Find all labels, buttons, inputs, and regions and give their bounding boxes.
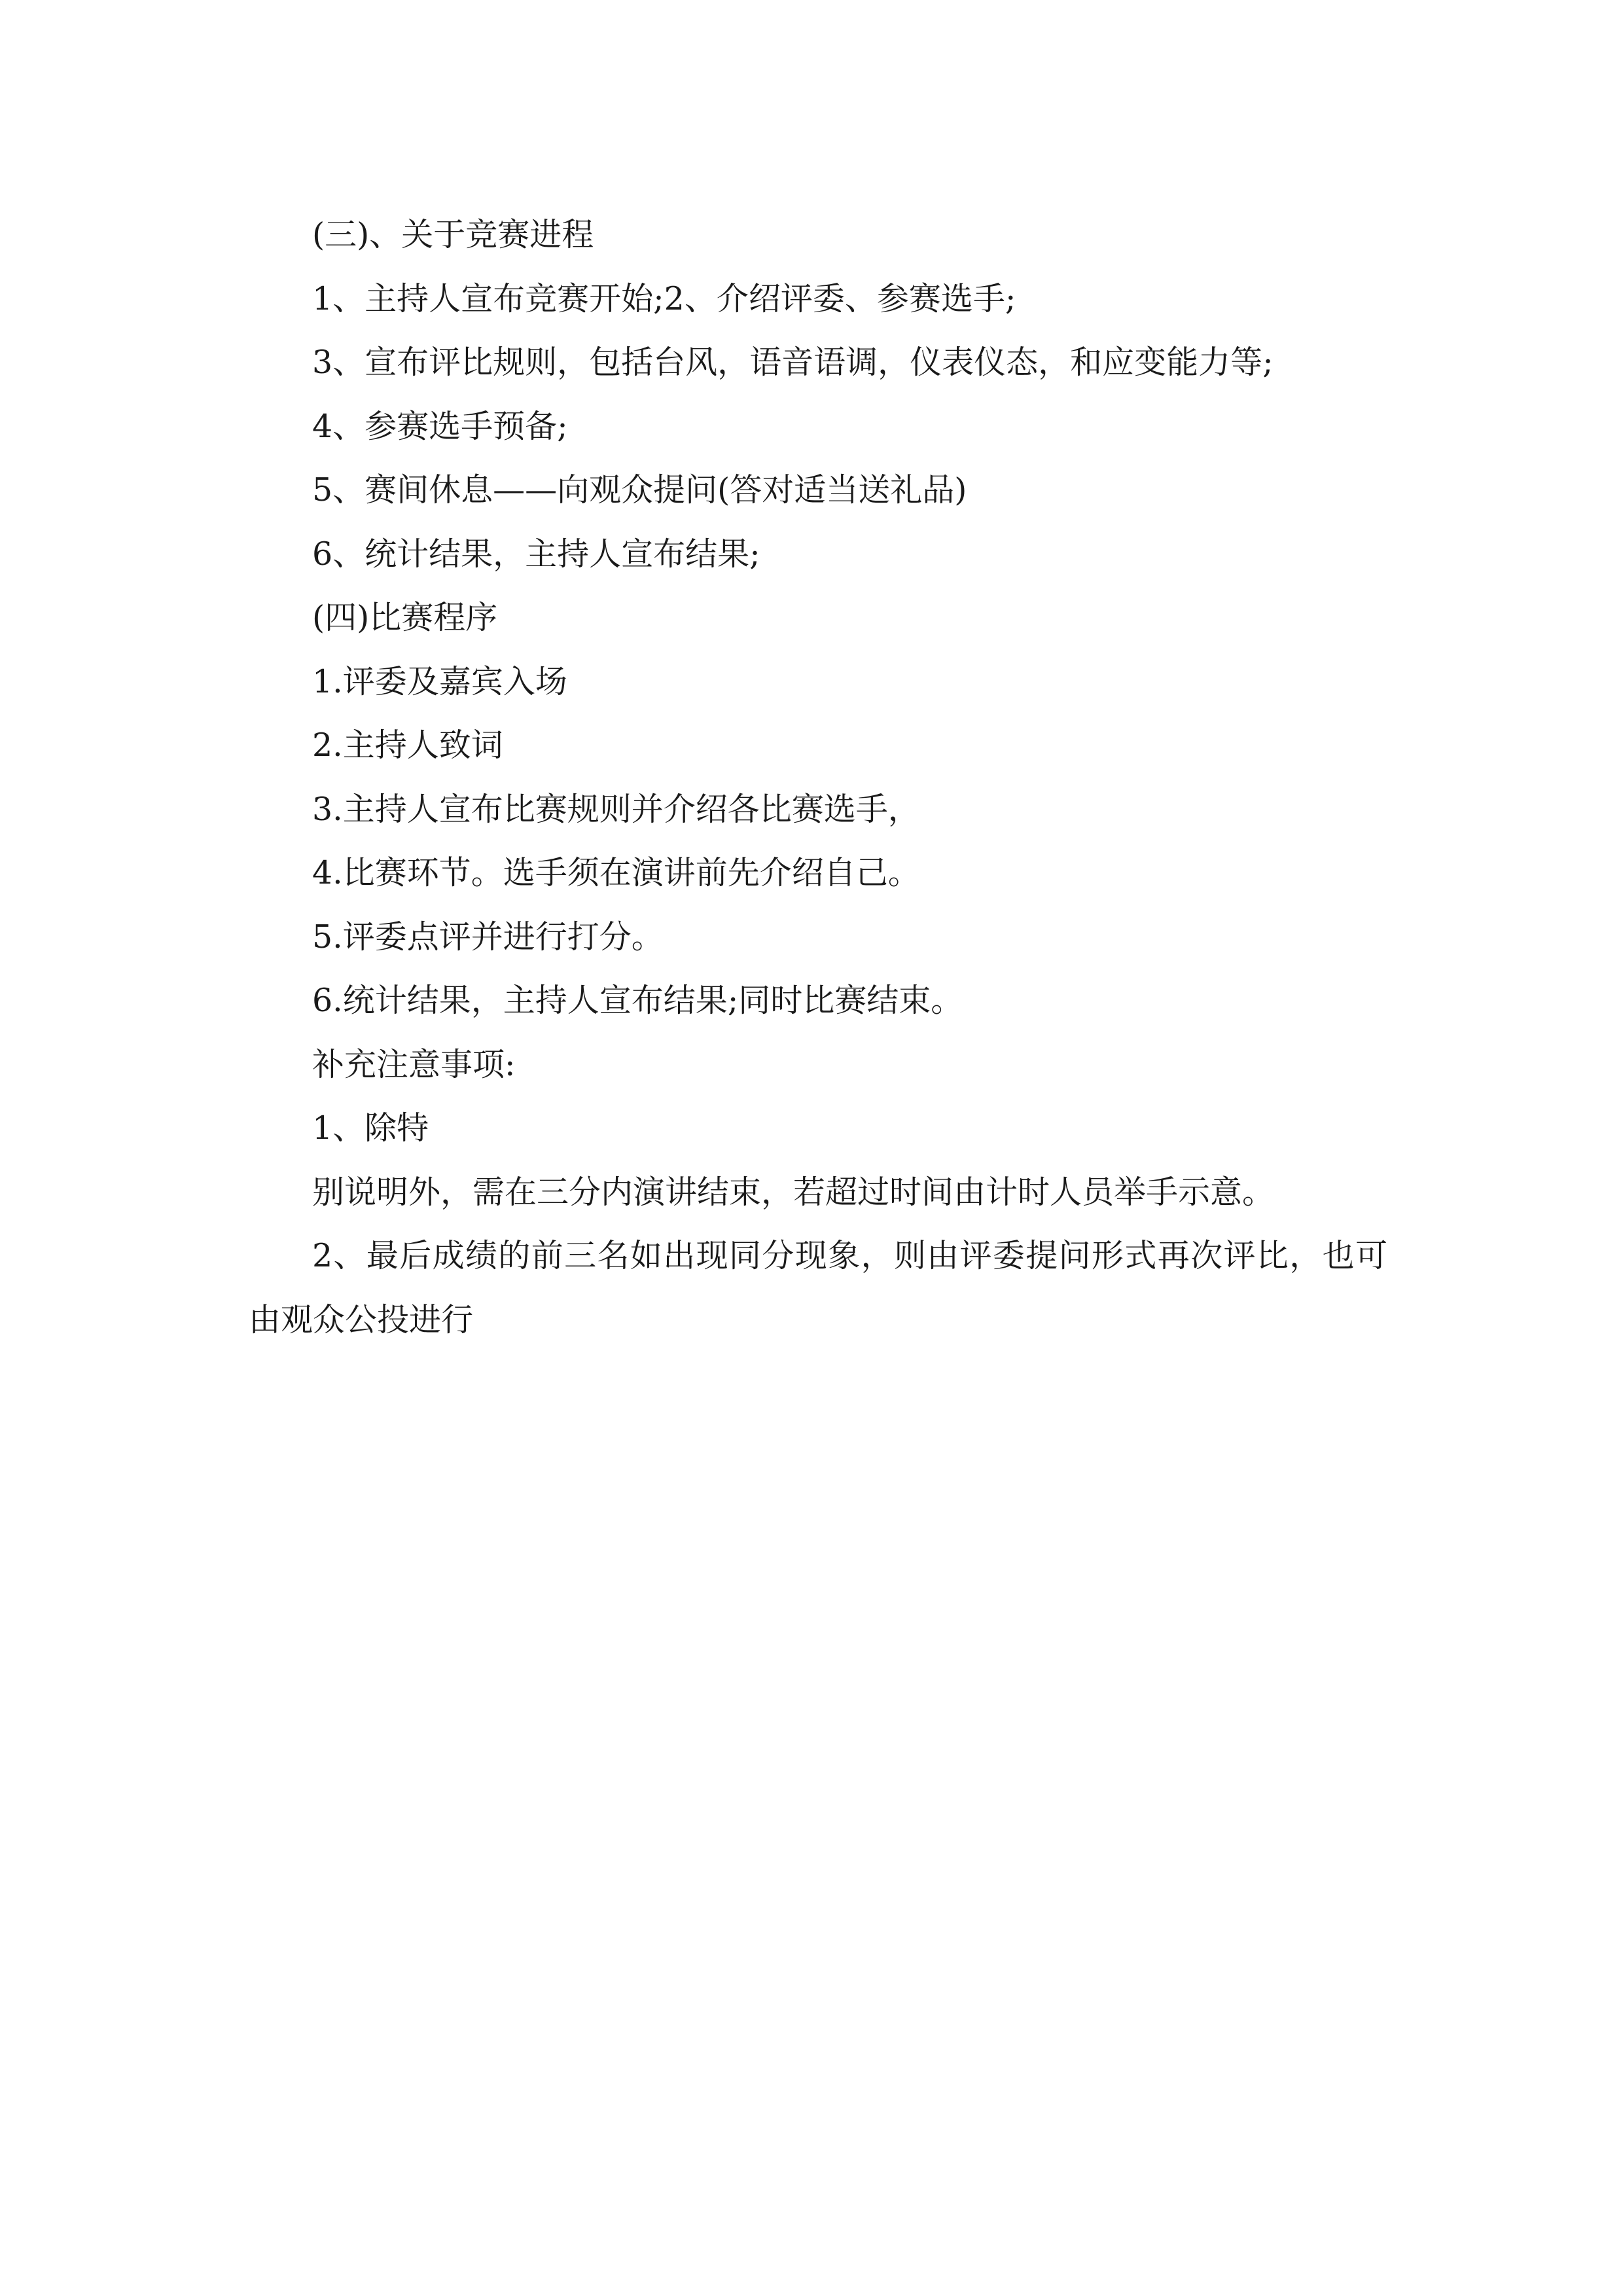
paragraph: 4.比赛环节。选手须在演讲前先介绍自己。 xyxy=(312,854,920,891)
section-heading-competition-program: (四)比赛程序 xyxy=(312,599,498,636)
document-body xyxy=(249,203,1387,1352)
paragraph: 6.统计结果，主持人宣布结果;同时比赛结束。 xyxy=(312,982,963,1019)
paragraph: 别说明外，需在三分内演讲结束，若超过时间由计时人员举手示意。 xyxy=(312,1173,1275,1211)
paragraph: 6、统计结果，主持人宣布结果; xyxy=(312,535,760,573)
paragraph: 1、主持人宣布竞赛开始;2、介绍评委、参赛选手; xyxy=(312,279,1016,317)
section-heading-competition-process: (三)、关于竞赛进程 xyxy=(312,216,594,253)
paragraph: 3、宣布评比规则，包括台风，语音语调，仪表仪态，和应变能力等; xyxy=(312,344,1274,381)
paragraph: 1.评委及嘉宾入场 xyxy=(312,662,567,700)
paragraph: 5.评委点评并进行打分。 xyxy=(312,918,664,956)
paragraph: 2.主持人致词 xyxy=(312,726,503,764)
paragraph: 5、赛间休息——向观众提问(答对适当送礼品) xyxy=(312,471,967,509)
paragraph: 2、最后成绩的前三名如出现同分现象，则由评委提问形式再次评比，也可由观众公投进行 xyxy=(249,1237,1387,1338)
paragraph: 4、参赛选手预备; xyxy=(312,407,568,445)
section-heading-notes: 补充注意事项: xyxy=(312,1045,516,1083)
paragraph: 1、除特 xyxy=(312,1109,429,1147)
paragraph: 3.主持人宣布比赛规则并介绍各比赛选手， xyxy=(312,790,920,828)
